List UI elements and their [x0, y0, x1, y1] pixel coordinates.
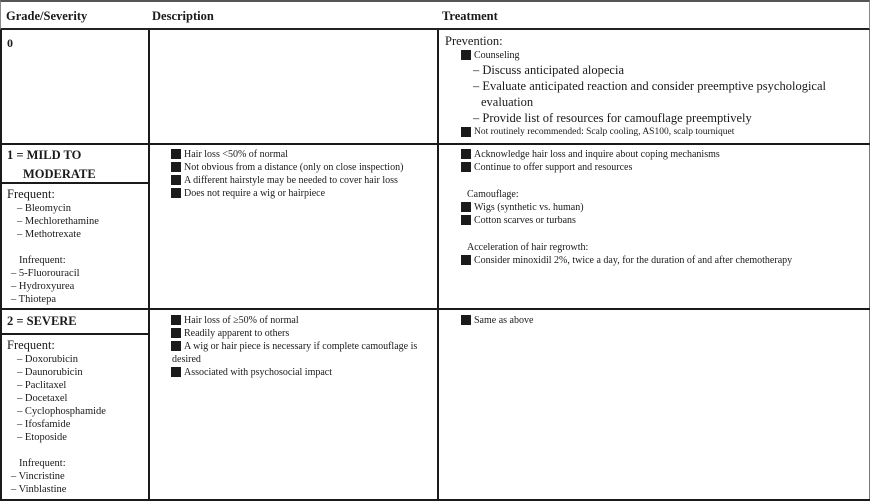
description-bullet: A different hairstyle may be needed to cover hair loss: [171, 174, 433, 187]
description-bullet: Does not require a wig or hairpiece: [171, 187, 433, 200]
infrequent-label: Infrequent:: [19, 458, 66, 469]
treatment-bullet: Wigs (synthetic vs. human): [461, 201, 866, 214]
left-border: [0, 30, 2, 501]
counseling-point: – Evaluate anticipated reaction and consider preemptive psychological: [473, 79, 826, 93]
col-divider-1: [148, 30, 150, 501]
drug-item: – Etoposide: [17, 432, 67, 443]
drug-item: – Vinblastine: [11, 484, 67, 495]
counseling-point: – Provide list of resources for camouflage preemptively: [473, 111, 752, 125]
header-treatment: Treatment: [442, 9, 498, 23]
counseling-point-cont: evaluation: [481, 95, 534, 109]
drug-item: – 5-Fluorouracil: [11, 268, 80, 279]
row-divider-1: [0, 143, 870, 145]
row0-treatment: [445, 33, 865, 139]
square-bullet-icon: [461, 50, 471, 60]
square-bullet-icon: [461, 255, 471, 265]
drug-item: – Paclitaxel: [17, 380, 67, 391]
right-border: [869, 30, 870, 501]
row1-treatment: [461, 148, 866, 267]
square-bullet-icon: [171, 341, 181, 351]
drug-item: – Daunorubicin: [17, 367, 83, 378]
drug-item: – Hydroxyurea: [11, 281, 75, 292]
row-grade-2: [7, 312, 147, 331]
table-header-row: [0, 0, 870, 30]
treatment-bullet: Cotton scarves or turbans: [461, 214, 866, 227]
grade-label-cont: MODERATE: [23, 167, 96, 181]
description-bullet: Hair loss of ≥50% of normal: [171, 314, 433, 327]
drug-item: – Mechlorethamine: [17, 216, 99, 227]
square-bullet-icon: [461, 202, 471, 212]
grade2-subdivider: [0, 333, 149, 335]
treatment-bullet: Continue to offer support and resources: [461, 161, 866, 174]
square-bullet-icon: [171, 367, 181, 377]
frequent-label: Frequent:: [7, 187, 55, 201]
camouflage-label: Camouflage:: [467, 189, 519, 200]
treatment-bullet: Acknowledge hair loss and inquire about coping mechanisms: [461, 148, 866, 161]
square-bullet-icon: [171, 162, 181, 172]
description-bullet: Hair loss <50% of normal: [171, 148, 433, 161]
header-description: Description: [152, 9, 214, 23]
square-bullet-icon: [461, 149, 471, 159]
row-grade-0: [7, 36, 13, 50]
treatment-bullet: Consider minoxidil 2%, twice a day, for the duration of and after chemotherapy: [461, 254, 866, 267]
drug-item: – Docetaxel: [17, 393, 68, 404]
treatment-bullet: Counseling: [445, 49, 865, 62]
square-bullet-icon: [171, 328, 181, 338]
prevention-label: Prevention:: [445, 34, 503, 48]
square-bullet-icon: [171, 315, 181, 325]
row-grade-1: [7, 146, 147, 184]
description-bullet-cont: desired: [172, 354, 201, 365]
drug-item: – Vincristine: [11, 471, 65, 482]
treatment-bullet: Same as above: [461, 314, 866, 327]
counseling-point: – Discuss anticipated alopecia: [473, 63, 624, 77]
square-bullet-icon: [461, 215, 471, 225]
drug-item: – Methotrexate: [17, 229, 81, 240]
drug-item: – Bleomycin: [17, 203, 71, 214]
square-bullet-icon: [461, 315, 471, 325]
row2-description: [171, 314, 433, 379]
treatment-bullet: Not routinely recommended: Scalp cooling, AS100, scalp tourniquet: [445, 126, 865, 139]
description-bullet: Readily apparent to others: [171, 327, 433, 340]
drug-item: – Cyclophosphamide: [17, 406, 106, 417]
drug-item: – Ifosfamide: [17, 419, 71, 430]
description-bullet: A wig or hair piece is necessary if complete camouflage is: [171, 340, 433, 353]
header-grade-severity: Grade/Severity: [6, 9, 88, 23]
square-bullet-icon: [171, 188, 181, 198]
square-bullet-icon: [461, 162, 471, 172]
grade1-drugs: [7, 187, 147, 306]
square-bullet-icon: [171, 149, 181, 159]
grade-label: 1 = MILD TO: [7, 148, 82, 162]
frequent-label: Frequent:: [7, 338, 55, 352]
square-bullet-icon: [171, 175, 181, 185]
description-bullet: Not obvious from a distance (only on close inspection): [171, 161, 433, 174]
drug-item: – Doxorubicin: [17, 354, 78, 365]
drug-item: – Thiotepa: [11, 294, 57, 305]
description-bullet: Associated with psychosocial impact: [171, 366, 433, 379]
grade2-drugs: [7, 338, 147, 496]
regrowth-label: Acceleration of hair regrowth:: [467, 242, 589, 253]
row2-treatment: [461, 314, 866, 327]
grade-label: 2 = SEVERE: [7, 314, 77, 328]
square-bullet-icon: [461, 127, 471, 137]
row1-description: [171, 148, 433, 200]
col-divider-2: [437, 30, 439, 501]
infrequent-label: Infrequent:: [19, 255, 66, 266]
row-divider-2: [0, 308, 870, 310]
grade-label: 0: [7, 36, 13, 50]
